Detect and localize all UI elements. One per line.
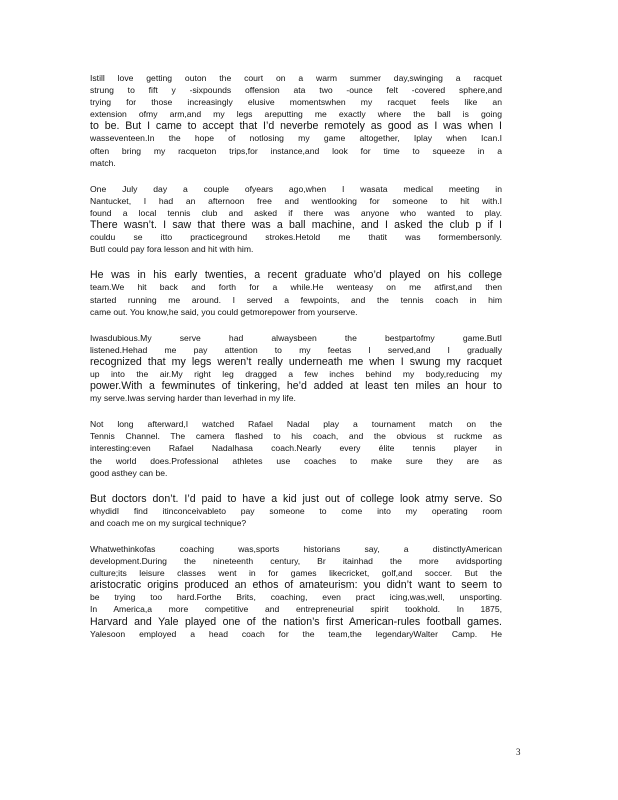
text-line: ButI could pay fora lesson and hit with him. [90, 244, 254, 255]
text-line: extension ofmy arm,and my legs areputting me exactly where the ball is going [90, 109, 502, 120]
text-line: recognized that my legs weren’t really underneath me when I swung my racquet [90, 355, 502, 368]
text-line: Istill love getting outon the court on a warm summer day,swinging a racquet [90, 73, 502, 83]
paragraph-gap [90, 479, 502, 493]
text-line: found a local tennis club and asked if there was anyone who wanted to play. [90, 207, 502, 218]
text-line: be trying too hard.Forthe Brits, coaching, even pract icing,was,well, unsporting. [90, 592, 502, 603]
paragraph-6 [90, 493, 502, 529]
text-line: couldu se itto practiceground strokes.Hetold me thatit was formembersonly. [90, 232, 502, 243]
text-line: Nantucket, I had an afternoon free and wentlooking for someone to hit with.I [90, 195, 502, 206]
paragraph-3 [90, 269, 502, 317]
paragraph-2 [90, 183, 502, 256]
text-line: development.During the nineteenth century, Br itainhad the more avidsporting [90, 556, 502, 567]
text-line: aristocratic origins produced an ethos of amateurism: you didn’t want to seem to [90, 579, 502, 592]
text-line: up into the air.My right leg dragged a few inches behind my body,reducing my [90, 368, 502, 379]
text-line: Iwasdubious.My serve had alwaysbeen the bestpartofmy game.ButI [90, 332, 502, 343]
paragraph-gap [90, 255, 502, 269]
text-line: Harvard and Yale played one of the nation’s first American-rules football games. [90, 615, 502, 628]
page-number: 3 [516, 747, 521, 757]
text-line: Whatwethinkofas coaching was,sports historians say, a distinctlyAmerican [90, 544, 502, 554]
text-line: In America,a more competitive and entrepreneurial spirit tookhold. In 1875, [90, 604, 502, 615]
paragraph-1 [90, 72, 502, 169]
text-line: listened.Hehad me pay attention to my feetas I served,and I gradually [90, 344, 502, 355]
paragraph-gap [90, 404, 502, 418]
paragraph-4 [90, 332, 502, 405]
text-line: Tennis Channel. The camera flashed to his coach, and the obvious st ruckme as [90, 431, 502, 442]
text-line: trying for those increasingly elusive momentswhen my racquet feels like an [90, 97, 502, 108]
paragraph-5 [90, 418, 502, 478]
text-line: and coach me on my surgical technique? [90, 517, 247, 528]
text-line: One July day a couple ofyears ago,when I wasata medical meeting in [90, 183, 502, 194]
text-line: team.We hit back and forth for a while.He wenteasy on me atfirst,and then [90, 282, 502, 293]
text-line: the world does.Professional athletes use coaches to make sure they are as [90, 455, 502, 466]
text-line: culture;its leisure classes went in for games likecricket, golf,and soccer. But the [90, 568, 502, 579]
text-line: my serve.Iwas serving harder than Ieverhad in my life. [90, 393, 296, 404]
body-text [90, 72, 502, 640]
text-line: He was in his early twenties, a recent graduate who’d played on his college [90, 269, 502, 282]
text-line: wasseventeen.In the hope of notlosing my game altogether, Iplay when Ican.I [90, 133, 502, 144]
text-line: Not long afterward,I watched Rafael Nadal play a tournament match on the [90, 419, 502, 430]
text-line: Yalesoon employed a head coach for the team,the legendaryWalter Camp. He [90, 628, 502, 639]
text-line: good asthey can be. [90, 467, 168, 478]
paragraph-gap [90, 318, 502, 332]
paragraph-7 [90, 543, 502, 640]
paragraph-gap [90, 529, 502, 543]
text-line: often bring my racqueton trips,for instance,and look for time to squeeze in a [90, 145, 502, 156]
text-line: whydidI find itinconceivableto pay someone to come into my operating room [90, 505, 502, 516]
text-line: started running me around. I served a fewpoints, and the tennis coach in him [90, 294, 502, 305]
text-line: power.With a fewminutes of tinkering, he’d added at least ten miles an hour to [90, 380, 502, 393]
text-line: strung to fift y -sixpounds offension ata two -ounce felt -covered sphere,and [90, 85, 502, 96]
paragraph-gap [90, 169, 502, 183]
text-line: came out. You know,he said, you could getmorepower from yourserve. [90, 306, 358, 317]
text-line: But doctors don’t. I’d paid to have a kid just out of college look atmy serve. So [90, 492, 502, 505]
text-line: There wasn’t. I saw that there was a ball machine, and I asked the club p if I [90, 219, 502, 232]
text-line: interesting:even Rafael Nadalhasa coach.Nearly every élite tennis player in [90, 443, 502, 454]
text-line: to be. But I came to accept that I’d neverbe remotely as good as I was when I [90, 120, 502, 133]
text-line: match. [90, 157, 116, 168]
